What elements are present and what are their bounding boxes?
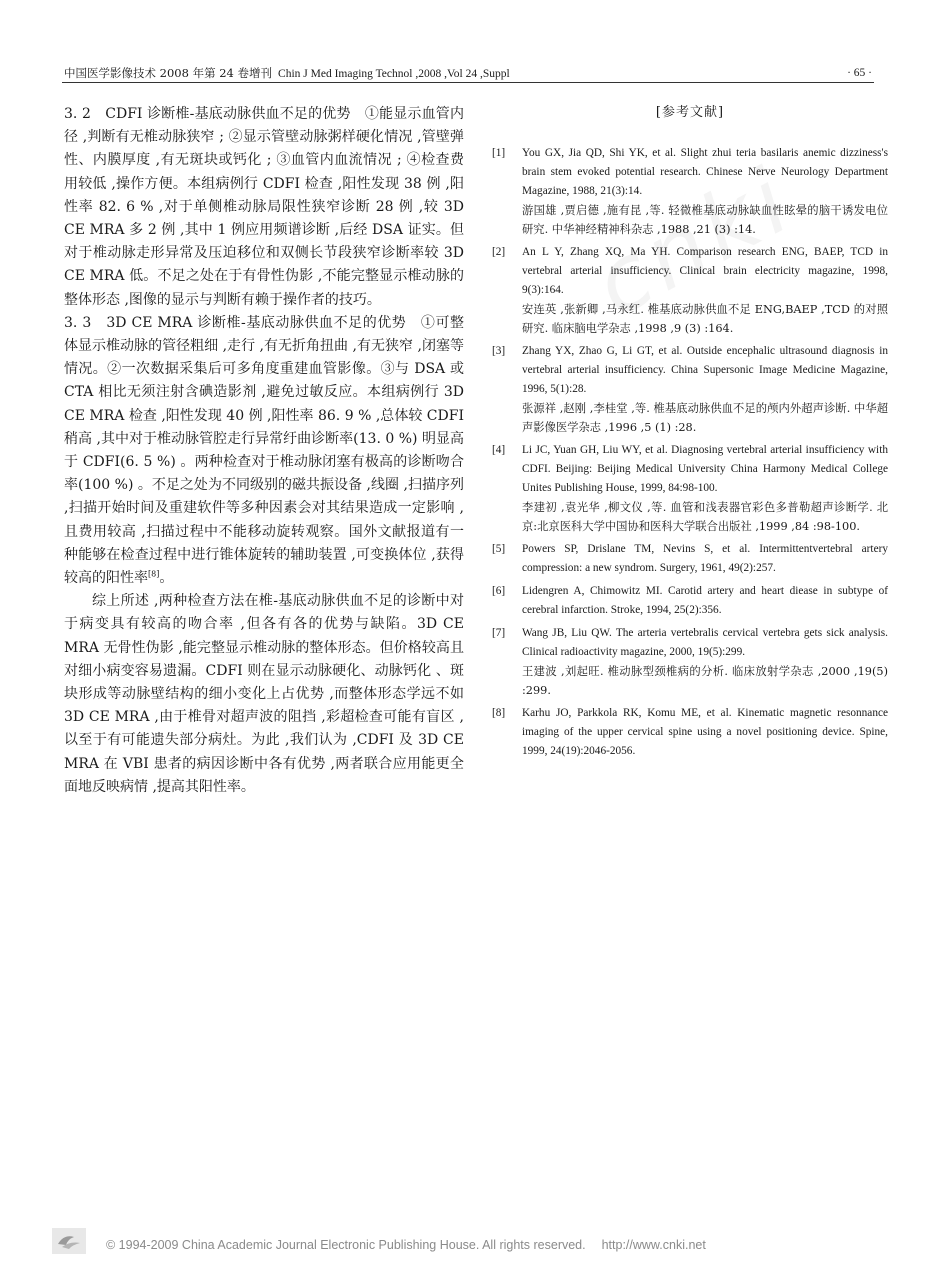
- section-3-3-end: 。: [159, 570, 174, 587]
- reference-item: [492, 243, 888, 338]
- reference-number: [8]: [492, 707, 506, 719]
- section-3-3: [64, 312, 464, 590]
- reference-chinese: 游国雄 ,贾启德 ,施有昆 ,等. 轻微椎基底动脉缺血性眩晕的脑干诱发电位研究. 中华神经精神科杂志 ,1988 ,21 (3) :14.: [522, 204, 888, 236]
- reference-english: Wang JB, Liu QW. The arteria vertebralis cervical vertebra gets sick analysis. Clinical radioactivity magazine, 2000, 19(5):299.: [522, 627, 888, 658]
- reference-english: Li JC, Yuan GH, Liu WY, et al. Diagnosing vertebral arterial insufficiency with CDFI. Beijing: Beijing Medical University China Harmony Medical College Unites Publishing House, 1999, 84:98-100.: [522, 444, 888, 494]
- cnki-link[interactable]: http://www.cnki.net: [601, 1238, 706, 1252]
- journal-name-en: Chin J Med Imaging Technol ,2008 ,Vol 24 ,Suppl: [278, 68, 510, 80]
- reference-item: [492, 342, 888, 437]
- reference-chinese: 王建波 ,刘起旺. 椎动脉型颈椎病的分析. 临床放射学杂志 ,2000 ,19(5) :299.: [522, 665, 888, 697]
- reference-number: [1]: [492, 147, 506, 159]
- reference-item: [492, 704, 888, 761]
- reference-number: [5]: [492, 543, 506, 555]
- reference-number: [2]: [492, 246, 506, 258]
- footer: [52, 1228, 912, 1258]
- reference-chinese: 安连英 ,张新卿 ,马永红. 椎基底动脉供血不足 ENG,BAEP ,TCD 的对照研究. 临床脑电学杂志 ,1998 ,9 (3) :164.: [522, 303, 888, 335]
- reference-item: [492, 624, 888, 700]
- reference-item: [492, 582, 888, 620]
- reference-chinese: 李建初 ,袁光华 ,柳文仪 ,等. 血管和浅表器官彩色多普勒超声诊断学. 北京:北京医科大学中国协和医科大学联合出版社 ,1999 ,84 :98-100.: [522, 501, 888, 533]
- journal-name-cn: 中国医学影像技术 2008 年第 24 卷增刊: [64, 66, 273, 80]
- reference-number: [6]: [492, 585, 506, 597]
- reference-number: [3]: [492, 345, 506, 357]
- section-3-3-text: 3. 3 3D CE MRA 诊断椎-基底动脉供血不足的优势 ①可整体显示椎动脉的管径粗细 ,走行 ,有无折角扭曲 ,有无狭窄 ,闭塞等情况。②一次数据采集后可多角度重建血管影像。③与 DSA 或 CTA 相比无须注射含碘造影剂 ,避免过敏反应。本组病例行 3D CE MRA 检查 ,阳性发现 40 例 ,阳性率 86. 9 % ,总体较 CDFI 稍高 ,其中对于椎动脉管腔走行异常纡曲诊断率(13. 0 %) 明显高于 CDFI(6. 5 %) 。两种检查对于椎动脉闭塞有极高的诊断吻合率(100 %) 。不足之处为不同级别的磁共振设备 ,线圈 ,扫描序列 ,扫描开始时间及重建软件等多种因素会对其结果造成一定影响 ,且费用较高 ,扫描过程中不能移动旋转观察。国外文献报道有一种能够在检查过程中进行锥体旋转的辅助装置 ,可变换体位 ,获得较高的阳性率: [64, 314, 464, 587]
- reference-item: [492, 540, 888, 578]
- reference-chinese: 张源祥 ,赵刚 ,李桂堂 ,等. 椎基底动脉供血不足的颅内外超声诊断. 中华超声影像医学杂志 ,1996 ,5 (1) :28.: [522, 402, 888, 434]
- reference-number: [4]: [492, 444, 506, 456]
- references-title: [参考文献]: [655, 105, 725, 120]
- reference-english: An L Y, Zhang XQ, Ma YH. Comparison research ENG, BAEP, TCD in vertebral arterial insufficiency. Clinical brain electricity magazine, 1998, 9(3):164.: [522, 246, 888, 296]
- reference-list: [492, 144, 888, 761]
- body-column: [64, 103, 464, 799]
- reference-item: [492, 441, 888, 536]
- conclusion-paragraph: 综上所述 ,两种检查方法在椎-基底动脉供血不足的诊断中对于病变具有较高的吻合率 ,但各有各的优势与缺陷。3D CE MRA 无骨性伪影 ,能完整显示椎动脉的整体形态。但价格较高且对细小病变容易遗漏。CDFI 则在显示动脉硬化、动脉钙化 、斑块形成等动脉壁结构的细小变化上占优势 ,而整体形态学远不如 3D CE MRA ,由于椎骨对超声波的阻挡 ,彩超检查可能有盲区 ,以至于有可能遗失部分病灶。为此 ,我们认为 ,CDFI 及 3D CE MRA 在 VBI 患者的病因诊断中各有优势 ,两者联合应用能更全面地反映病情 ,提高其阳性率。: [64, 593, 464, 795]
- running-header: [62, 66, 874, 83]
- cnki-logo-icon: [52, 1228, 86, 1254]
- page-number: · 65 ·: [847, 67, 872, 79]
- copyright-text: © 1994-2009 China Academic Journal Electronic Publishing House. All rights reserved.: [106, 1238, 586, 1252]
- citation-8[interactable]: [8]: [148, 569, 160, 579]
- reference-english: Karhu JO, Parkkola RK, Komu ME, et al. Kinematic magnetic resonnance imaging of the upper cervical spine using a novel positioning device. Spine, 1999, 24(19):2046-2056.: [522, 707, 888, 757]
- references-column: [492, 103, 888, 765]
- reference-english: You GX, Jia QD, Shi YK, et al. Slight zhui teria basilaris anemic dizziness's brain stem evoked potential research. Chinese Nerve Neurology Department Magazine, 1988, 21(3):14.: [522, 147, 888, 197]
- journal-citation: [64, 66, 510, 81]
- reference-english: Powers SP, Drislane TM, Nevins S, et al. Intermittentvertebral artery compression: a new syndrom. Surgery, 1961, 49(2):257.: [522, 543, 888, 574]
- reference-english: Zhang YX, Zhao G, Li GT, et al. Outside encephalic ultrasound diagnosis in vertebral arterial insufficiency. China Supersonic Image Medicine Magazine, 1996, 5(1):28.: [522, 345, 888, 395]
- reference-number: [7]: [492, 627, 506, 639]
- reference-item: [492, 144, 888, 239]
- reference-english: Lidengren A, Chimowitz MI. Carotid artery and heart diease in subtype of cerebral infarction. Stroke, 1994, 25(2):356.: [522, 585, 888, 616]
- section-3-2: 3. 2 CDFI 诊断椎-基底动脉供血不足的优势 ①能显示血管内径 ,判断有无椎动脉狭窄 ; ②显示管壁动脉粥样硬化情况 ,管壁弹性、内膜厚度 ,有无斑块或钙化 ; ③血管内血流情况 ; ④检查费用较低 ,操作方便。本组病例行 CDFI 检查 ,阳性发现 38 例 ,阳性率 82. 6 % ,对于单侧椎动脉局限性狭窄诊断 28 例 ,较 3D CE MRA 多 2 例 ,其中 1 例应用频谱诊断 ,后经 DSA 证实。但对于椎动脉走形异常及压迫移位和双侧长节段狭窄诊断率较 3D CE MRA 低。不足之处在于有骨性伪影 ,不能完整显示椎动脉的整体形态 ,图像的显示与判断有赖于操作者的技巧。: [64, 106, 464, 308]
